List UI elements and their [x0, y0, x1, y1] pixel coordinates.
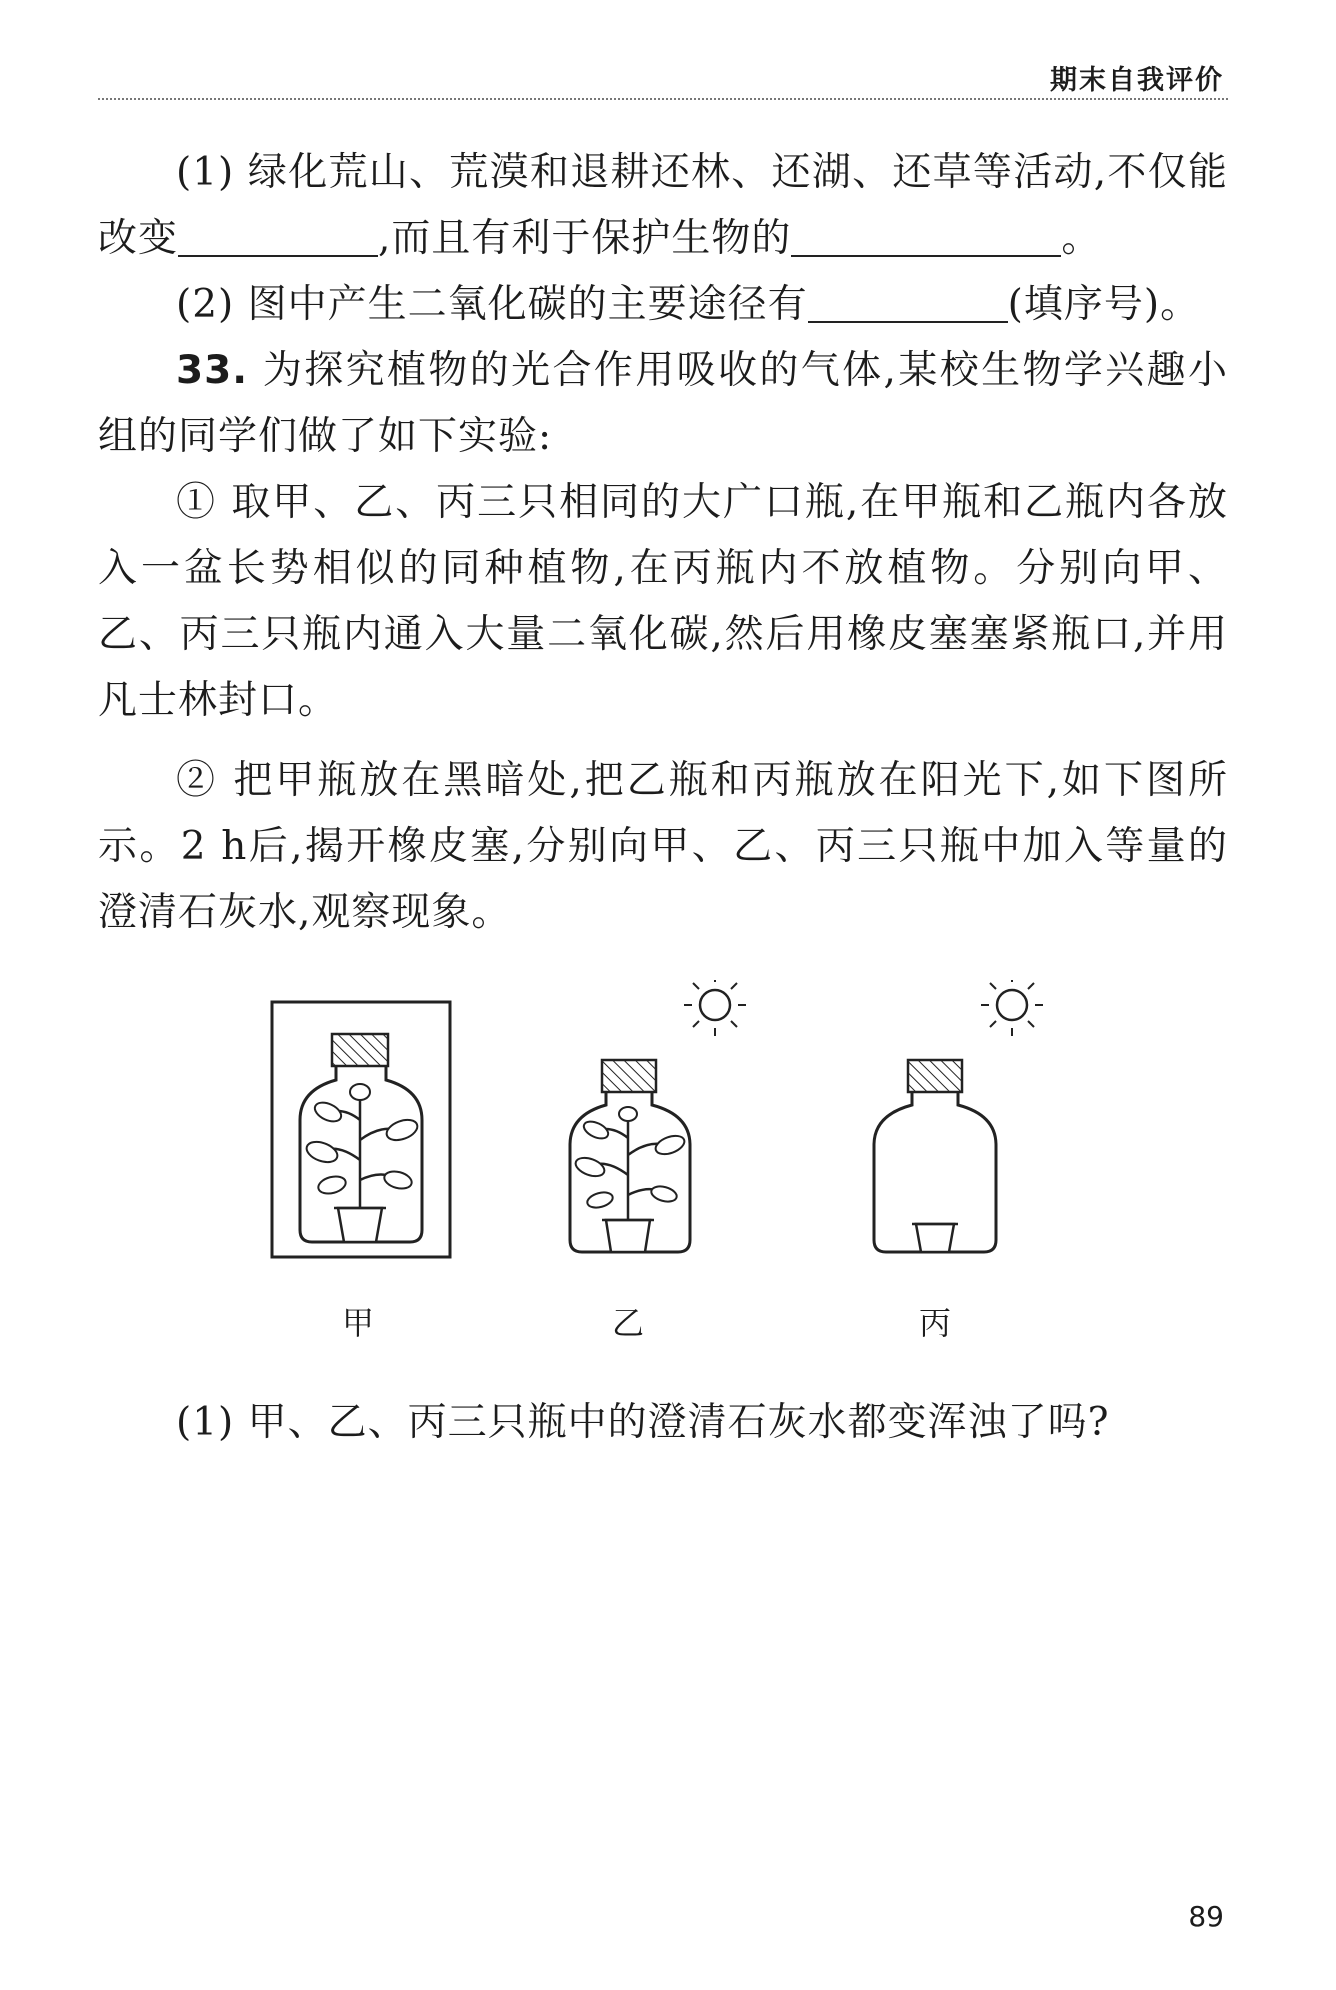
q33-step2: ② 把甲瓶放在黑暗处,把乙瓶和丙瓶放在阳光下,如下图所示。2 h后,揭开橡皮塞,分别向甲、乙、丙三只瓶中加入等量的澄清石灰水,观察现象。: [98, 758, 1228, 935]
sun-icon: [981, 980, 1043, 1036]
jar-jia: [272, 1002, 450, 1257]
experiment-figure: [0, 980, 1336, 1380]
potted-plant-icon: [573, 1107, 687, 1252]
q32-part2-suffix: (填序号)。: [1007, 282, 1201, 327]
q32-part1-prefix: (1) 绿化荒山、荒漠和退耕还林、还湖、还草等活动,不仅能改变: [98, 150, 1228, 261]
q32-part1: [98, 140, 1228, 272]
figure-label-jia: 甲: [341, 1304, 374, 1342]
answer-blank-1[interactable]: [178, 215, 378, 257]
page-number: 89: [1188, 1900, 1224, 1933]
page-header-title: 期末自我评价: [1050, 65, 1224, 96]
q33-intro-text: 为探究植物的光合作用吸收的气体,某校生物学兴趣小组的同学们做了如下实验:: [98, 348, 1228, 459]
jar-bing: [874, 980, 1043, 1252]
q32-part1-mid: ,而且有利于保护生物的: [378, 216, 792, 261]
figure-label-bing: 丙: [918, 1304, 951, 1342]
potted-plant-icon: [304, 1084, 420, 1242]
q33-question1: (1) 甲、乙、丙三只瓶中的澄清石灰水都变浑浊了吗?: [176, 1400, 1110, 1445]
experiment-illustration: [0, 980, 1336, 1380]
main-content: [98, 140, 1228, 946]
empty-pot-icon: [912, 1224, 958, 1252]
rubber-stopper-icon: [602, 1060, 656, 1092]
figure-label-yi: 乙: [611, 1304, 644, 1342]
answer-blank-3[interactable]: [808, 281, 1008, 323]
jar-yi: [570, 980, 746, 1252]
q32-part1-end: 。: [1061, 216, 1102, 261]
rubber-stopper-icon: [332, 1034, 388, 1066]
rubber-stopper-icon: [908, 1060, 962, 1092]
q33-step1: ① 取甲、乙、丙三只相同的大广口瓶,在甲瓶和乙瓶内各放入一盆长势相似的同种植物,在丙瓶内不放植物。分别向甲、乙、丙三只瓶内通入大量二氧化碳,然后用橡皮塞塞紧瓶口,并用凡士林封口。: [98, 480, 1228, 723]
header-dotted-rule: [98, 98, 1228, 100]
q32-part2: [98, 272, 1228, 338]
q33-question-section: [98, 1390, 1228, 1456]
q32-part2-prefix: (2) 图中产生二氧化碳的主要途径有: [176, 282, 808, 327]
sun-icon: [684, 980, 746, 1036]
q33-intro: [98, 338, 1228, 470]
question-number: 33.: [176, 348, 249, 393]
answer-blank-2[interactable]: [791, 215, 1061, 257]
